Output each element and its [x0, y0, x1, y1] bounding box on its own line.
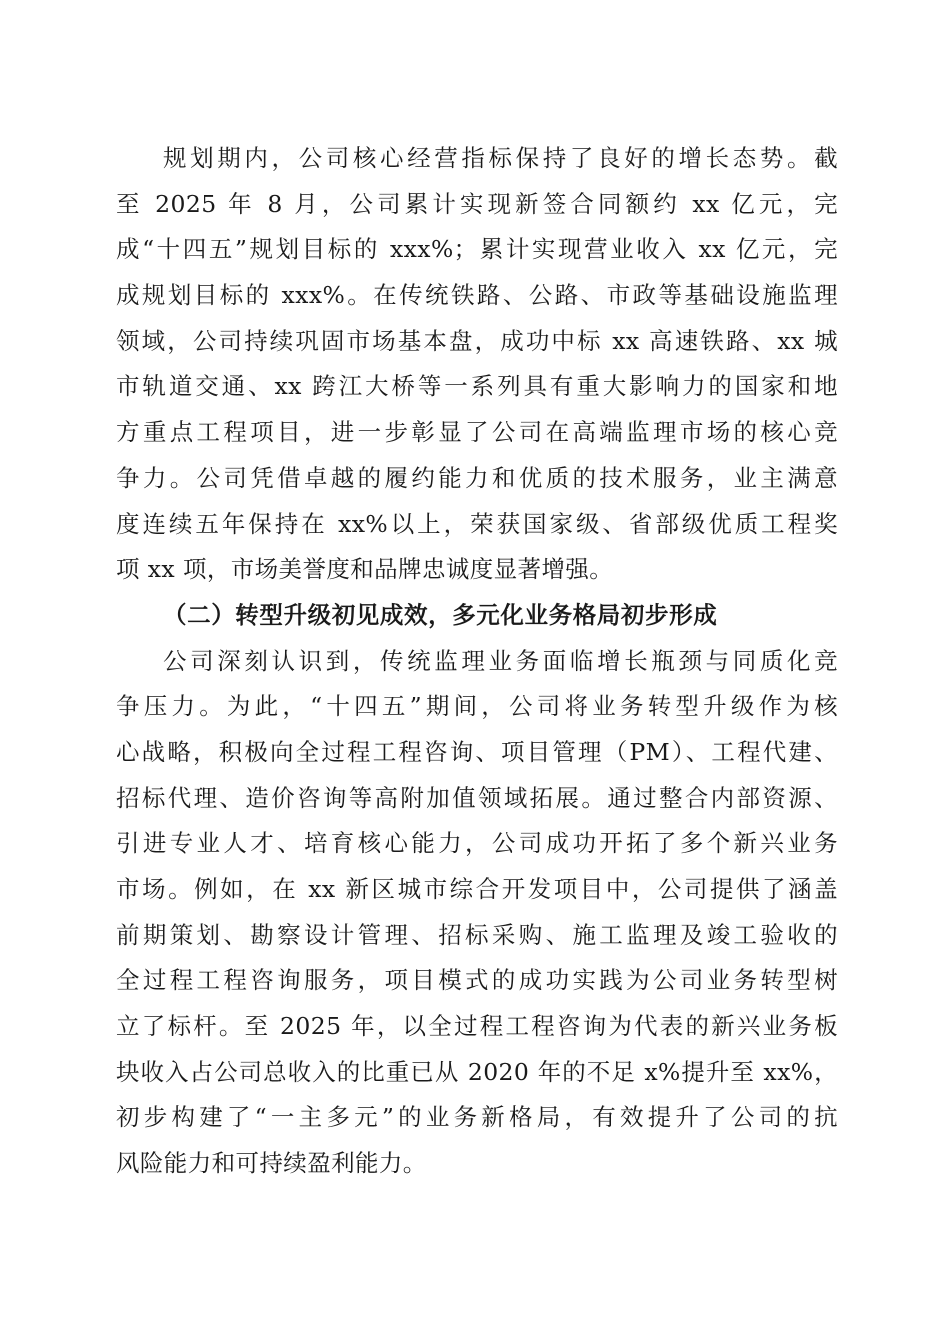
section-heading: （二）转型升级初见成效，多元化业务格局初步形成 [163, 600, 718, 629]
text-line: 至 2025 年 8 月，公司累计实现新签合同额约 xx 亿元，完 [116, 189, 838, 218]
text-line: 成规划目标的 xxx%。在传统铁路、公路、市政等基础设施监理 [116, 281, 838, 310]
text-line: 市场。例如，在 xx 新区城市综合开发项目中，公司提供了涵盖 [116, 875, 838, 903]
text-line: 市轨道交通、xx 跨江大桥等一系列具有重大影响力的国家和地 [116, 372, 838, 401]
paragraph-transformation [116, 639, 838, 1187]
text-line: 初步构建了“一主多元”的业务新格局，有效提升了公司的抗 [116, 1103, 838, 1132]
text-line: 前期策划、勘察设计管理、招标采购、施工监理及竣工验收的 [116, 920, 838, 949]
text-line: 争压力。为此，“十四五”期间，公司将业务转型升级作为核 [116, 692, 838, 721]
text-line: 招标代理、造价咨询等高附加值领域拓展。通过整合内部资源、 [116, 783, 838, 812]
text-line: 风险能力和可持续盈利能力。 [116, 1149, 427, 1178]
text-line: 成“十四五”规划目标的 xxx%；累计实现营业收入 xx 亿元，完 [116, 235, 838, 264]
text-line: 引进专业人才、培育核心能力，公司成功开拓了多个新兴业务 [116, 829, 838, 858]
text-line: 领域，公司持续巩固市场基本盘，成功中标 xx 高速铁路、xx 城 [116, 326, 838, 355]
text-line: 全过程工程咨询服务，项目模式的成功实践为公司业务转型树 [116, 966, 838, 995]
text-line: 公司深刻认识到，传统监理业务面临增长瓶颈与同质化竞 [163, 646, 838, 675]
text-line: 项 xx 项，市场美誉度和品牌忠诚度显著增强。 [116, 555, 614, 584]
text-line: 规划期内，公司核心经营指标保持了良好的增长态势。截 [163, 144, 838, 172]
text-line: 争力。公司凭借卓越的履约能力和优质的技术服务，业主满意 [116, 463, 838, 492]
text-line: 度连续五年保持在 xx%以上，荣获国家级、省部级优质工程奖 [116, 509, 838, 538]
text-line: 心战略，积极向全过程工程咨询、项目管理（PM）、工程代建、 [116, 737, 838, 766]
text-line: 立了标杆。至 2025 年，以全过程工程咨询为代表的新兴业务板 [116, 1012, 838, 1041]
paragraph-core-indicators [116, 136, 838, 593]
document-body [116, 136, 838, 1187]
text-line: 块收入占公司总收入的比重已从 2020 年的不足 x%提升至 xx%， [116, 1057, 838, 1086]
text-line: 方重点工程项目，进一步彰显了公司在高端监理市场的核心竞 [116, 418, 838, 447]
